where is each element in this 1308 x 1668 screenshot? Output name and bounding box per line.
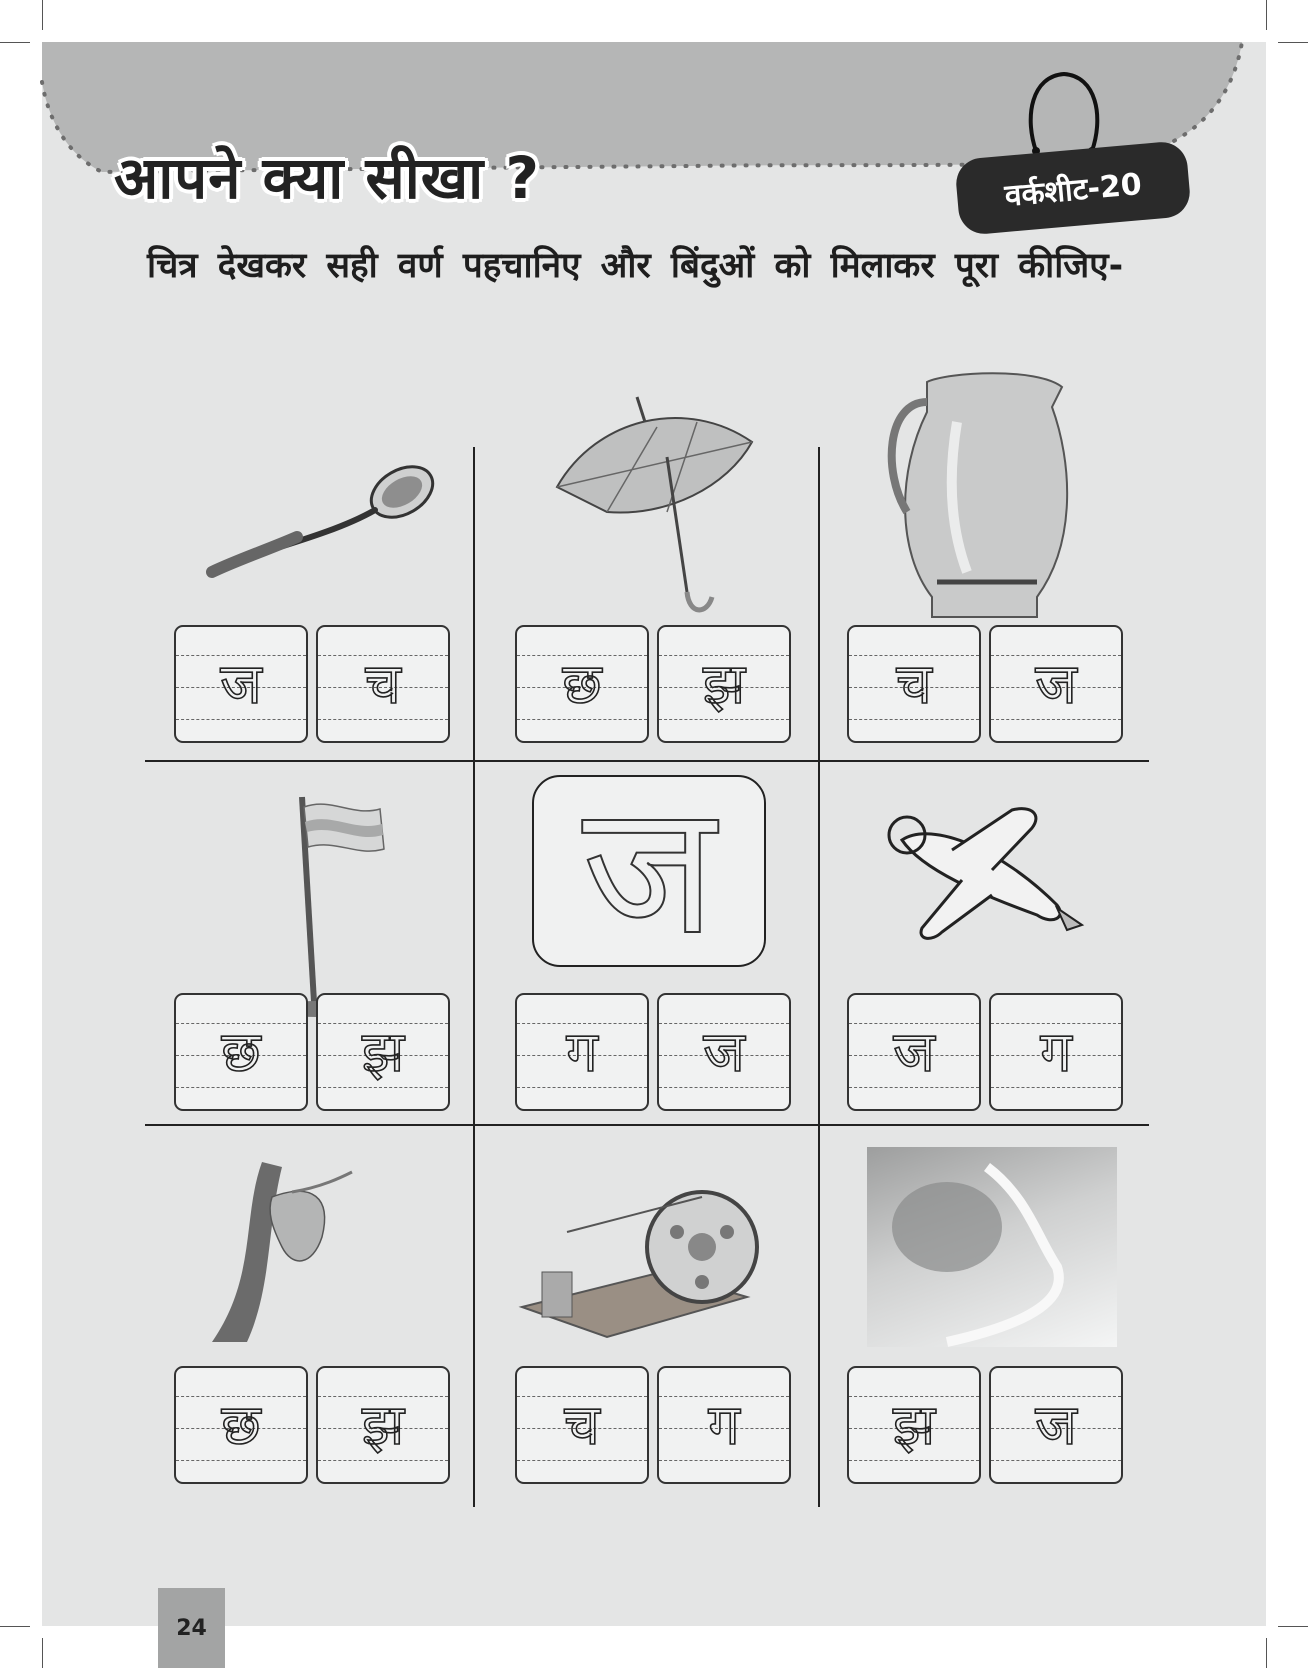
- dotted-letter: ज: [703, 1020, 745, 1085]
- dotted-letter: ज: [220, 652, 262, 717]
- crop-mark: [1266, 1638, 1267, 1668]
- crop-mark: [0, 1626, 30, 1627]
- letter-trace-box[interactable]: [989, 1366, 1123, 1484]
- letter-trace-box[interactable]: [174, 993, 308, 1111]
- waterfall-picture: [867, 1147, 1117, 1347]
- dotted-letter: झ: [702, 652, 746, 717]
- letter-trace-box[interactable]: [515, 1366, 649, 1484]
- example-letter: ज: [582, 766, 716, 975]
- letter-trace-box[interactable]: [847, 1366, 981, 1484]
- letter-trace-box[interactable]: [515, 625, 649, 743]
- spoon-picture: [187, 442, 447, 592]
- waterfall-stream: [867, 1147, 1117, 1347]
- dotted-letter: छ: [221, 1393, 261, 1458]
- letter-trace-box[interactable]: [989, 993, 1123, 1111]
- dotted-letter: झ: [361, 1020, 405, 1085]
- umbrella-picture: [547, 387, 762, 627]
- letter-trace-box[interactable]: [515, 993, 649, 1111]
- dotted-letter: च: [564, 1393, 600, 1458]
- crop-mark: [42, 1638, 43, 1668]
- dotted-letter: छ: [221, 1020, 261, 1085]
- instruction-text: चित्र देखकर सही वर्ण पहचानिए और बिंदुओं को मिलाकर पूरा कीजिए-: [147, 246, 1124, 286]
- dotted-letter: च: [896, 652, 932, 717]
- dotted-letter: छ: [562, 652, 602, 717]
- letter-trace-box[interactable]: [316, 1366, 450, 1484]
- letter-trace-box[interactable]: [657, 993, 791, 1111]
- letter-trace-box[interactable]: [847, 993, 981, 1111]
- crop-mark: [1278, 1626, 1308, 1627]
- worksheet-badge: वर्कशीट-20: [954, 140, 1192, 236]
- letter-trace-box[interactable]: [847, 625, 981, 743]
- letter-trace-box[interactable]: [316, 625, 450, 743]
- airplane-picture: [882, 800, 1092, 950]
- jug-picture: [887, 362, 1077, 632]
- example-letter-card: [532, 766, 766, 975]
- dotted-letter: ज: [1035, 652, 1077, 717]
- page-number: 24: [158, 1588, 225, 1668]
- dotted-letter: झ: [361, 1393, 405, 1458]
- letter-trace-box[interactable]: [657, 1366, 791, 1484]
- dotted-letter: ज: [1035, 1393, 1077, 1458]
- dotted-letter: च: [365, 652, 401, 717]
- dotted-letter: ग: [708, 1393, 740, 1458]
- letter-trace-box[interactable]: [174, 625, 308, 743]
- beehive-picture: [202, 1157, 372, 1347]
- letter-trace-box[interactable]: [316, 993, 450, 1111]
- dotted-letter: झ: [892, 1393, 936, 1458]
- dotted-letter: ग: [566, 1020, 598, 1085]
- crop-mark: [0, 42, 30, 43]
- crop-mark: [42, 0, 43, 30]
- dotted-letter: ग: [1040, 1020, 1072, 1085]
- crop-mark: [1266, 0, 1267, 30]
- crop-mark: [1278, 42, 1308, 43]
- page-title: आपने क्या सीखा ?: [114, 144, 541, 212]
- spinning-wheel-picture: [512, 1177, 762, 1347]
- letter-trace-box[interactable]: [989, 625, 1123, 743]
- dotted-letter: ज: [893, 1020, 935, 1085]
- letter-trace-box[interactable]: [657, 625, 791, 743]
- flag-picture: [262, 787, 402, 1027]
- letter-trace-box[interactable]: [174, 1366, 308, 1484]
